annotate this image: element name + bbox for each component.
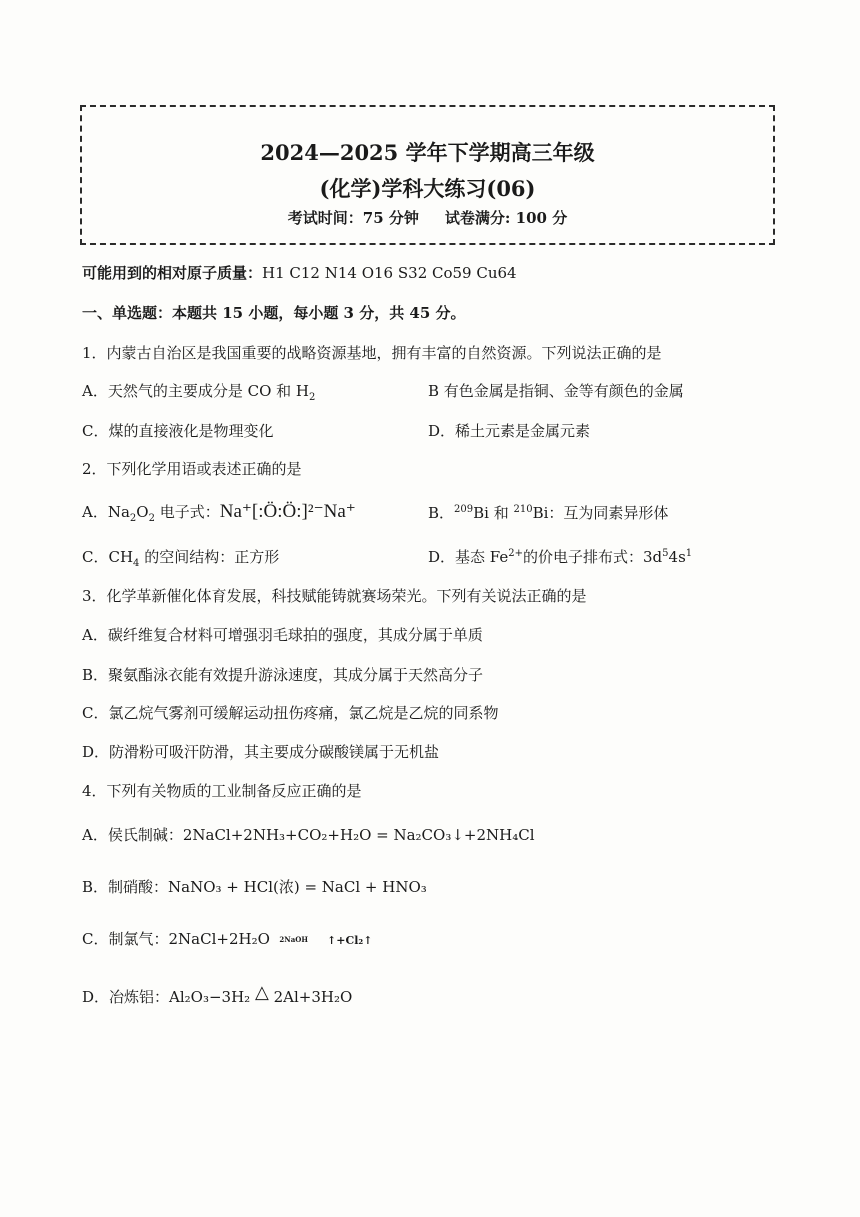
q3-option-c: C．氯乙烷气雾剂可缓解运动扭伤疼痛，氯乙烷是乙烷的同系物	[82, 704, 499, 722]
q2-option-a: A．$Na_2O_2$ 电子式：Na⁺[:Ö:Ö:]²⁻Na⁺	[82, 501, 356, 524]
q4-b-equation: NaNO₃ + HCl(浓) = NaCl + HNO₃	[168, 878, 427, 896]
q3-option-a: A．碳纤维复合材料可增强羽毛球拍的强度，其成分属于单质	[82, 626, 483, 644]
q3-stem: 3．化学革新催化体育发展，科技赋能铸就赛场荣光。下列有关说法正确的是	[82, 587, 587, 605]
exam-info	[82, 207, 773, 228]
q4-stem: 4．下列有关物质的工业制备反应正确的是	[82, 782, 362, 800]
electron-formula: Na⁺[:Ö:Ö:]²⁻Na⁺	[219, 501, 356, 522]
q4-c-equation: 2NaCl+2H₂O	[168, 930, 270, 948]
q3-option-b: B．聚氨酯泳衣能有效提升游泳速度，其成分属于天然高分子	[82, 666, 484, 684]
heat-symbol: △	[254, 982, 269, 1003]
q4-c-condition: 2NaOH	[279, 935, 308, 944]
q3-option-d: D．防滑粉可吸汗防滑，其主要成分碳酸镁属于无机盐	[82, 743, 440, 761]
q2-option-d: D．基态 $Fe^{2+}$的价电子排布式：$3d^54s^1$	[428, 548, 693, 566]
q1-stem: 1．内蒙古自治区是我国重要的战略资源基地，拥有丰富的自然资源。下列说法正确的是	[82, 344, 662, 362]
q1-option-a: A．天然气的主要成分是 CO 和 $H_2$	[82, 382, 316, 403]
q1-option-b: B 有色金属是指铜、金等有颜色的金属	[428, 382, 684, 400]
q4-option-c: C．制氯气：2NaCl+2H₂O 2NaOH ↑+Cl₂↑	[82, 930, 373, 948]
exam-time: 考试时间：75 分钟	[287, 209, 419, 227]
q2-stem: 2．下列化学用语或表述正确的是	[82, 460, 302, 478]
q4-option-a: A．侯氏制碱：2NaCl+2NH₃+CO₂+H₂O = Na₂CO₃↓+2NH₄Cl	[82, 826, 535, 844]
q4-a-equation: 2NaCl+2NH₃+CO₂+H₂O = Na₂CO₃↓+2NH₄Cl	[182, 826, 535, 844]
exam-subject: (化学)学科大练习(06)	[319, 176, 536, 201]
q1-option-c: C．煤的直接液化是物理变化	[82, 422, 274, 440]
exam-score: 试卷满分: 100 分	[444, 209, 568, 227]
exam-title: 2024—2025 学年下学期高三年级	[260, 140, 595, 165]
q4-option-d: D．冶炼铝：Al₂O₃−3H₂ △ 2Al+3H₂O	[82, 982, 353, 1006]
q1-option-d: D．稀土元素是金属元素	[428, 422, 591, 440]
atomic-masses: 可能用到的相对原子质量：H1 C12 N14 O16 S32 Co59 Cu64	[82, 264, 517, 282]
header-box	[80, 105, 775, 245]
q2-option-b: B．$^{209}$Bi 和 $^{210}$Bi：互为同素异形体	[428, 504, 669, 522]
q4-d-equation: Al₂O₃−3H₂	[169, 988, 251, 1006]
q2-option-c: C．$CH_4$ 的空间结构：正方形	[82, 548, 280, 569]
q4-option-b: B．制硝酸：NaNO₃ + HCl(浓) = NaCl + HNO₃	[82, 878, 427, 896]
section-heading: 一、单选题：本题共 15 小题，每小题 3 分，共 45 分。	[82, 304, 466, 322]
